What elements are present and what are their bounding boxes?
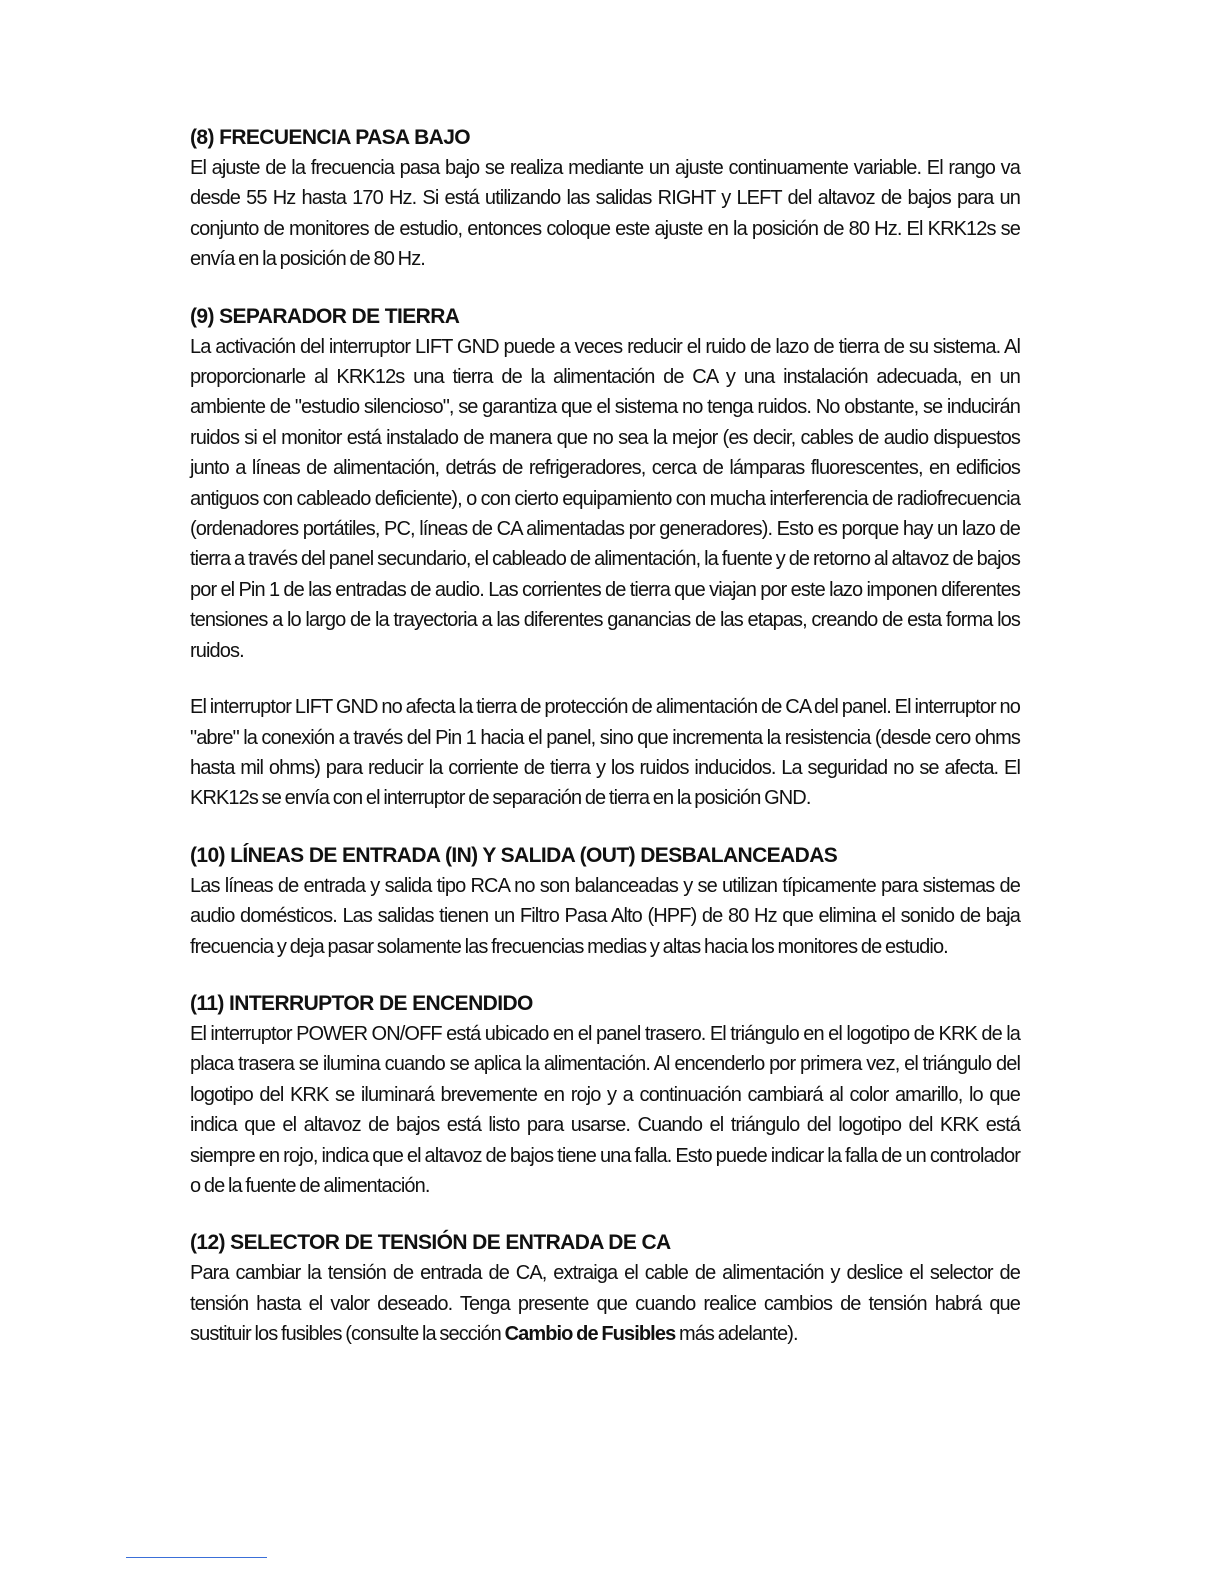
section-heading: (11) INTERRUPTOR DE ENCENDIDO [190, 991, 533, 1015]
section-paragraph: Las líneas de entrada y salida tipo RCA no son balanceadas y se utilizan típicamente para sistemas de audio domésticos. Las salidas tienen un Filtro Pasa Alto (HPF) de 80 Hz que elimina el sonido de baja frecuencia y deja pasar solamente las frecuencias medias y altas hacia los monitores de estudio. [190, 874, 1020, 958]
section-low-pass-frequency [190, 122, 1020, 275]
section-heading: (12) SELECTOR DE TENSIÓN DE ENTRADA DE CA [190, 1231, 671, 1255]
section-paragraph: El interruptor LIFT GND no afecta la tierra de protección de alimentación de CA del panel. El interruptor no "abre" la conexión a través del Pin 1 hacia el panel, sino que incrementa la resistencia (desde cero ohms hasta mil ohms) para reducir la corriente de tierra y los ruidos inducidos. La seguridad no se afecta. El KRK12s se envía con el interruptor de separación de tierra en la posición GND. [190, 696, 1020, 810]
section-ground-lift [190, 301, 1020, 814]
section-heading: (8) FRECUENCIA PASA BAJO [190, 126, 471, 149]
section-paragraph [190, 1258, 1020, 1349]
section-heading: (10) LÍNEAS DE ENTRADA (IN) Y SALIDA (OUT) DESBALANCEADAS [190, 843, 838, 867]
paragraph-text-start: Para cambiar la tensión de entrada de CA, extraiga el cable de alimentación y deslice el selector de tensión hasta el valor deseado. Tenga presente que cuando realice cambios de tensión habrá que sustituir los fusibles (consulte la sección [190, 1262, 1020, 1346]
section-paragraph: El interruptor POWER ON/OFF está ubicado en el panel trasero. El triángulo en el logotipo de KRK de la placa trasera se ilumina cuando se aplica la alimentación. Al encenderlo por primera vez, el triángulo del logotipo del KRK se iluminará brevemente en rojo y a continuación cambiará al color amarillo, lo que indica que el altavoz de bajos está listo para usarse. Cuando el triángulo del logotipo del KRK está siempre en rojo, indica que el altavoz de bajos tiene una falla. Esto puede indicar la falla de un controlador o de la fuente de alimentación. [190, 1022, 1020, 1197]
section-unbalanced-lines [190, 840, 1020, 962]
paragraph-text-end: más adelante). [675, 1323, 798, 1346]
document-page [190, 122, 1020, 1376]
fuse-change-reference: Cambio de Fusibles [504, 1323, 676, 1346]
section-voltage-selector [190, 1227, 1020, 1349]
footnote-divider [126, 1557, 267, 1558]
section-paragraph: El ajuste de la frecuencia pasa bajo se realiza mediante un ajuste continuamente variable. El rango va desde 55 Hz hasta 170 Hz. Si está utilizando las salidas RIGHT y LEFT del altavoz de bajos para un conjunto de monitores de estudio, entonces coloque este ajuste en la posición de 80 Hz. El KRK12s se envía en la posición de 80 Hz. [190, 157, 1020, 271]
section-power-switch [190, 988, 1020, 1201]
section-heading: (9) SEPARADOR DE TIERRA [190, 304, 460, 328]
section-paragraph: La activación del interruptor LIFT GND puede a veces reducir el ruido de lazo de tierra de su sistema. Al proporcionarle al KRK12s una tierra de la alimentación de CA y una instalación adecuada, en un ambiente de "estudio silencioso", se garantiza que el sistema no tenga ruidos. No obstante, se inducirán ruidos si el monitor está instalado de manera que no sea la mejor (es decir, cables de audio dispuestos junto a líneas de alimentación, detrás de refrigeradores, cerca de lámparas fluorescentes, en edificios antiguos con cableado deficiente), o con cierto equipamiento con mucha interferencia de radiofrecuencia (ordenadores portátiles, PC, líneas de CA alimentadas por generadores). Esto es porque hay un lazo de tierra a través del panel secundario, el cableado de alimentación, la fuente y de retorno al altavoz de bajos por el Pin 1 de las entradas de audio. Las corrientes de tierra que viajan por este lazo imponen diferentes tensiones a lo largo de la trayectoria a las diferentes ganancias de las etapas, creando de esta forma los ruidos. [190, 335, 1020, 662]
